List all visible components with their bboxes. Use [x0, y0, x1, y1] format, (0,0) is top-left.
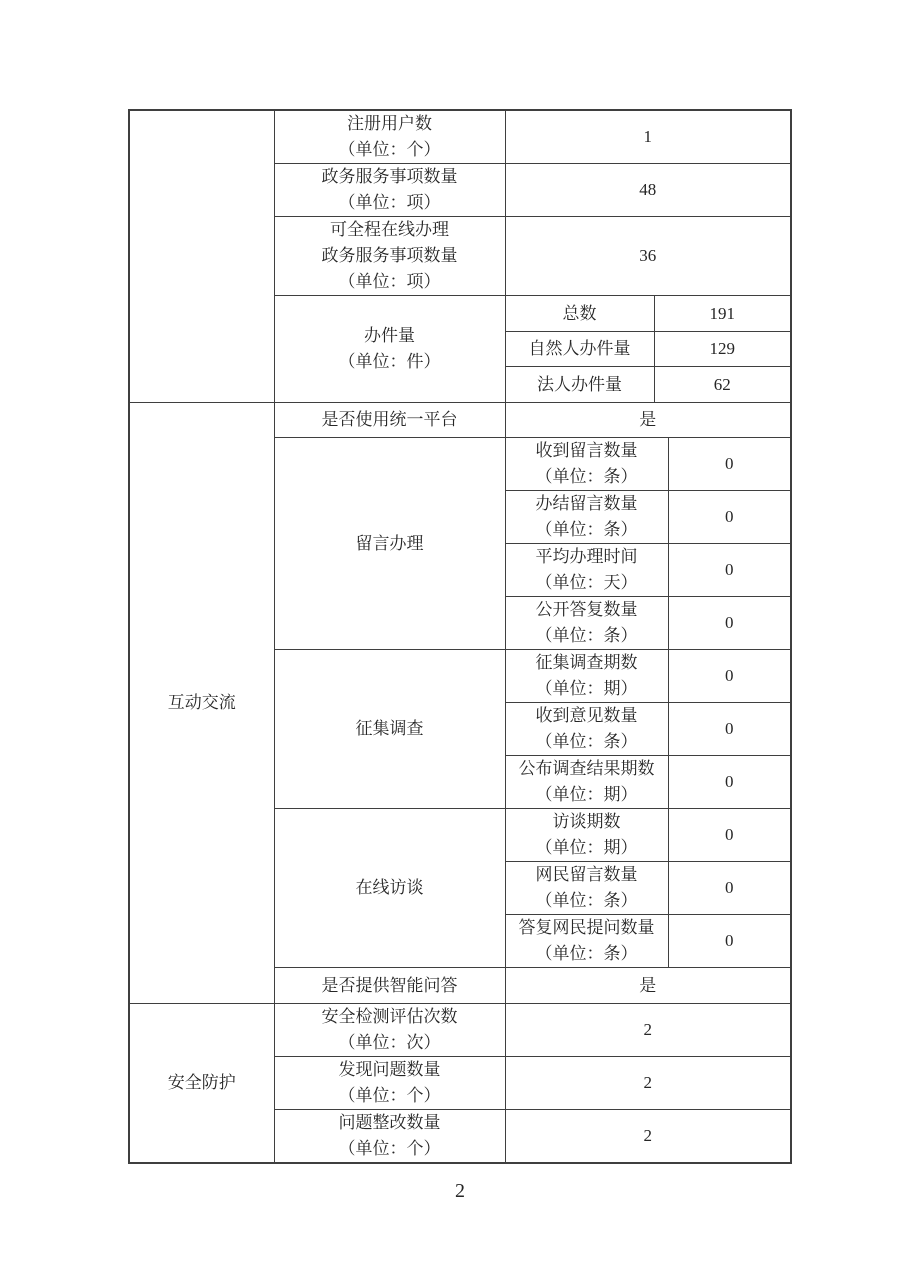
unified-platform-value-cell: 是 [505, 403, 791, 438]
table-row [129, 110, 791, 164]
section1-label-cell [129, 110, 274, 403]
section3-label-cell: 安全防护 [129, 1004, 274, 1164]
survey-periods-label-cell [505, 650, 668, 703]
service-items-value-cell: 48 [505, 164, 791, 217]
security-assessments-label-cell [274, 1004, 505, 1057]
messages-completed-unit: （单位：条） [535, 520, 638, 539]
case-volume-natural-label-cell: 自然人办件量 [505, 332, 654, 367]
netizen-messages-line1: 网民留言数量 [535, 865, 638, 884]
problems-found-value-cell: 2 [505, 1057, 791, 1110]
interview-periods-line1: 访谈期数 [552, 812, 621, 831]
registered-users-value-cell: 1 [505, 110, 791, 164]
survey-results-label-cell [505, 756, 668, 809]
table-row [129, 1004, 791, 1057]
messages-completed-value-cell: 0 [668, 491, 791, 544]
case-volume-legal-value-cell: 62 [654, 367, 791, 403]
service-items-label-cell [274, 164, 505, 217]
problems-found-line1: 发现问题数量 [338, 1060, 441, 1079]
section2-label-cell: 互动交流 [129, 403, 274, 1004]
messages-received-value-cell: 0 [668, 438, 791, 491]
online-items-value-cell: 36 [505, 217, 791, 296]
avg-handling-time-value-cell: 0 [668, 544, 791, 597]
registered-users-line1: 注册用户数 [347, 114, 432, 133]
case-volume-line1: 办件量 [364, 326, 415, 345]
online-items-unit: （单位：项） [338, 272, 441, 291]
case-volume-legal-label-cell: 法人办件量 [505, 367, 654, 403]
public-replies-value-cell: 0 [668, 597, 791, 650]
problems-found-label-cell [274, 1057, 505, 1110]
survey-results-line1: 公布调查结果期数 [518, 759, 655, 778]
survey-periods-line1: 征集调查期数 [535, 653, 638, 672]
survey-periods-unit: （单位：期） [535, 679, 638, 698]
online-items-label-cell [274, 217, 505, 296]
smart-qa-label-cell: 是否提供智能问答 [274, 968, 505, 1004]
problems-fixed-unit: （单位：个） [338, 1139, 441, 1158]
problems-fixed-line1: 问题整改数量 [338, 1113, 441, 1132]
messages-received-unit: （单位：条） [535, 467, 638, 486]
registered-users-label-cell [274, 110, 505, 164]
problems-found-unit: （单位：个） [338, 1086, 441, 1105]
unified-platform-label-cell: 是否使用统一平台 [274, 403, 505, 438]
survey-opinions-label-cell [505, 703, 668, 756]
avg-handling-time-unit: （单位：天） [535, 573, 638, 592]
case-volume-unit: （单位：件） [338, 352, 441, 371]
netizen-messages-value-cell: 0 [668, 862, 791, 915]
online-items-line1: 可全程在线办理 [330, 220, 449, 239]
online-items-line2: 政务服务事项数量 [321, 246, 458, 265]
netizen-replies-label-cell [505, 915, 668, 968]
survey-opinions-unit: （单位：条） [535, 732, 638, 751]
problems-fixed-label-cell [274, 1110, 505, 1164]
service-items-unit: （单位：项） [338, 193, 441, 212]
interview-periods-unit: （单位：期） [535, 838, 638, 857]
netizen-messages-unit: （单位：条） [535, 891, 638, 910]
survey-opinions-value-cell: 0 [668, 703, 791, 756]
survey-opinions-line1: 收到意见数量 [535, 706, 638, 725]
survey-label-cell: 征集调查 [274, 650, 505, 809]
netizen-replies-unit: （单位：条） [535, 944, 638, 963]
page-number: 2 [455, 1180, 465, 1202]
table-row [129, 403, 791, 438]
message-handling-label-cell: 留言办理 [274, 438, 505, 650]
service-items-line1: 政务服务事项数量 [321, 167, 458, 186]
security-assessments-value-cell: 2 [505, 1004, 791, 1057]
case-volume-natural-value-cell: 129 [654, 332, 791, 367]
registered-users-unit: （单位：个） [338, 140, 441, 159]
annual-report-statistics-table [128, 109, 792, 1164]
case-volume-label-cell [274, 296, 505, 403]
netizen-messages-label-cell [505, 862, 668, 915]
problems-fixed-value-cell: 2 [505, 1110, 791, 1164]
messages-received-label-cell [505, 438, 668, 491]
messages-completed-line1: 办结留言数量 [535, 494, 638, 513]
public-replies-label-cell [505, 597, 668, 650]
public-replies-line1: 公开答复数量 [535, 600, 638, 619]
survey-results-unit: （单位：期） [535, 785, 638, 804]
security-assessments-unit: （单位：次） [338, 1033, 441, 1052]
case-volume-total-value-cell: 191 [654, 296, 791, 332]
public-replies-unit: （单位：条） [535, 626, 638, 645]
netizen-replies-line1: 答复网民提问数量 [518, 918, 655, 937]
survey-results-value-cell: 0 [668, 756, 791, 809]
interview-periods-value-cell: 0 [668, 809, 791, 862]
messages-completed-label-cell [505, 491, 668, 544]
security-assessments-line1: 安全检测评估次数 [321, 1007, 458, 1026]
avg-handling-time-line1: 平均办理时间 [535, 547, 638, 566]
netizen-replies-value-cell: 0 [668, 915, 791, 968]
avg-handling-time-label-cell [505, 544, 668, 597]
interview-label-cell: 在线访谈 [274, 809, 505, 968]
messages-received-line1: 收到留言数量 [535, 441, 638, 460]
interview-periods-label-cell [505, 809, 668, 862]
smart-qa-value-cell: 是 [505, 968, 791, 1004]
case-volume-total-label-cell: 总数 [505, 296, 654, 332]
survey-periods-value-cell: 0 [668, 650, 791, 703]
